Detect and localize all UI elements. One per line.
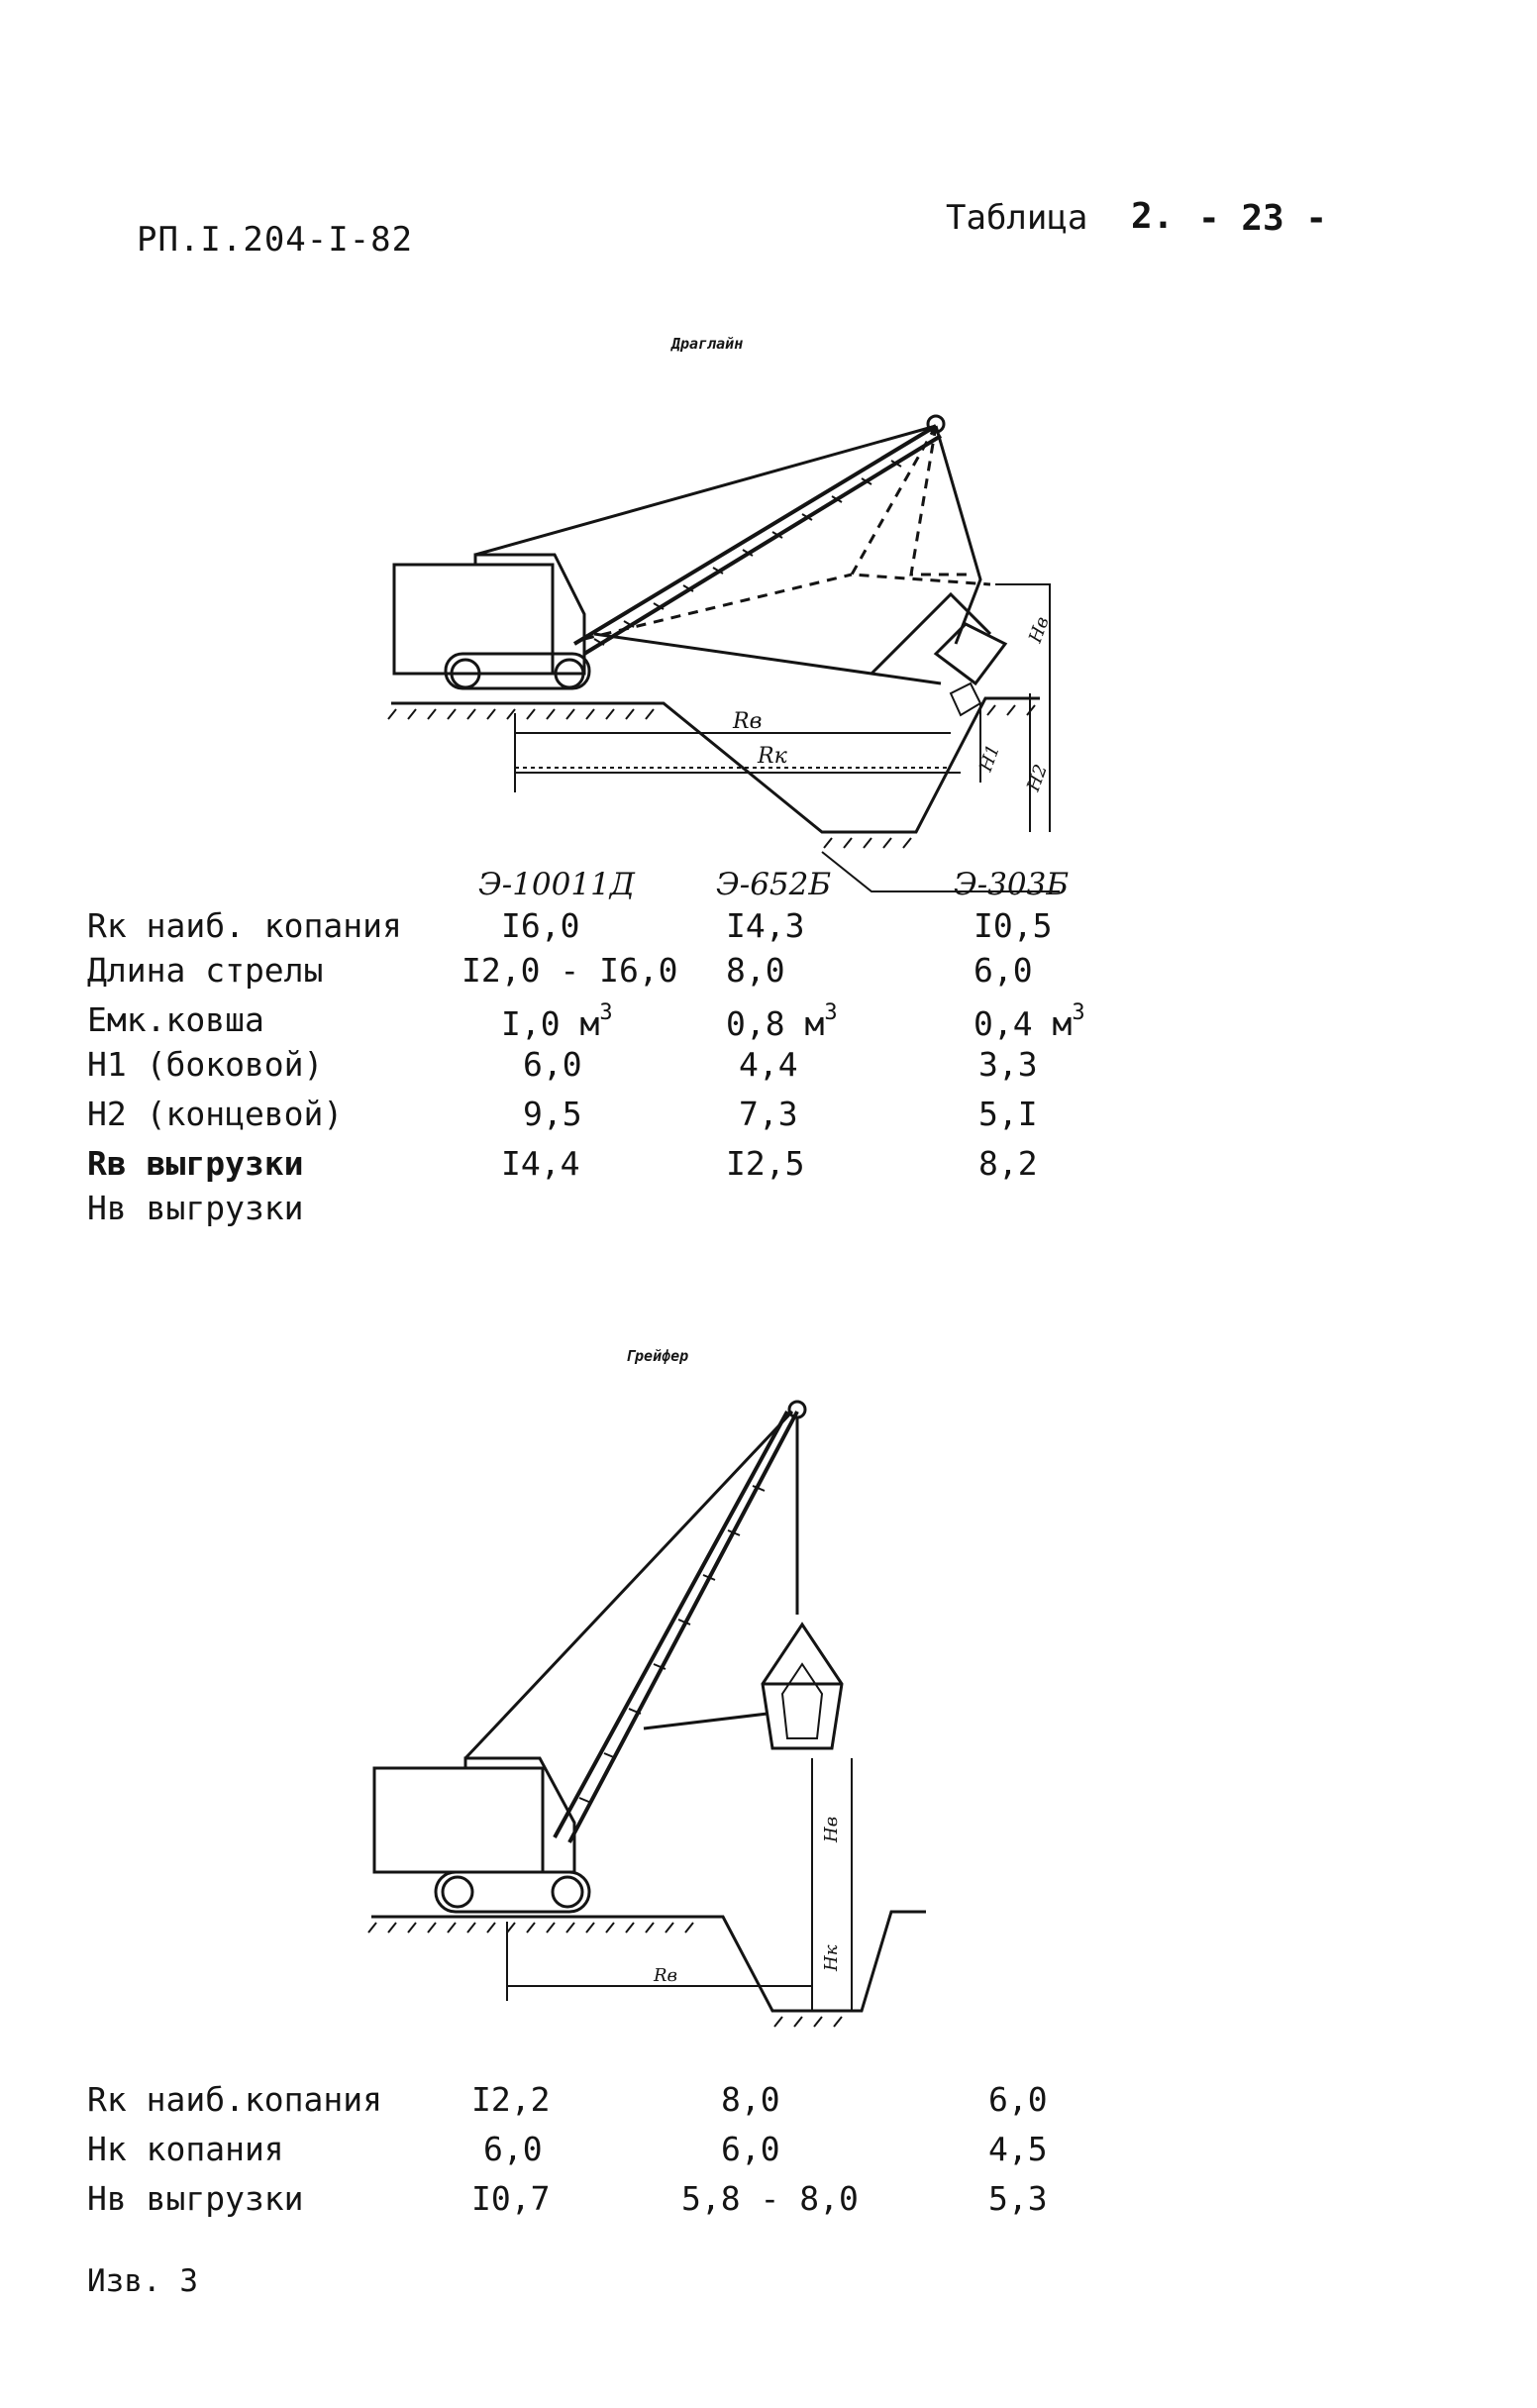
cell: 8,0 <box>726 951 785 990</box>
cell: I2,0 - I6,0 <box>461 951 678 990</box>
row-label: Rв выгрузки <box>87 1144 304 1183</box>
cell: 8,0 <box>721 2080 780 2119</box>
cell: I6,0 <box>501 906 580 945</box>
edition-note: Изв. 3 <box>87 2263 198 2299</box>
unit-superscript: 3 <box>1072 1000 1085 1025</box>
row-label: Hв выгрузки <box>87 2179 304 2218</box>
row-label: Емк.ковша <box>87 1000 264 1039</box>
unit-superscript: 3 <box>599 1000 613 1025</box>
dragline-label-rk: Rк <box>758 744 787 769</box>
table-label: Таблица <box>946 198 1088 238</box>
cell: I0,5 <box>973 906 1053 945</box>
cell: 5,3 <box>988 2179 1048 2218</box>
cell: 5,I <box>978 1095 1038 1133</box>
dragline-label-h2: H2 <box>1022 762 1052 794</box>
row-label: Hк копания <box>87 2130 284 2168</box>
grab-bucket <box>644 1416 842 1748</box>
grab-label-hk: Hк <box>821 1944 842 1971</box>
cell: 4,5 <box>988 2130 1048 2168</box>
cell: 9,5 <box>523 1095 582 1133</box>
model-3: Э-303Б <box>954 867 1070 902</box>
row-label: Длина стрелы <box>87 951 324 990</box>
grab-label-rv: Rв <box>654 1965 678 1986</box>
cell: I0,7 <box>471 2179 551 2218</box>
grab-boom <box>465 1402 805 1842</box>
cell: I,0 м <box>501 1004 600 1043</box>
cell: 8,2 <box>978 1144 1038 1183</box>
unit-superscript: 3 <box>824 1000 838 1025</box>
grab-title: Грейфер <box>626 1347 689 1365</box>
grab-label-hv: Hв <box>821 1816 842 1842</box>
cell: 6,0 <box>721 2130 780 2168</box>
cell: 6,0 <box>988 2080 1048 2119</box>
dragline-label-rv: Rв <box>733 709 763 734</box>
dragline-label-hv: Hв <box>1024 613 1054 646</box>
page-number: - 23 - <box>1198 198 1328 239</box>
row-label: Hв выгрузки <box>87 1189 304 1227</box>
grab-ground <box>368 1912 926 2027</box>
cell: 3,3 <box>978 1045 1038 1084</box>
cell: 4,4 <box>739 1045 798 1084</box>
cell: 0,4 м <box>973 1004 1073 1043</box>
cell: 6,0 <box>523 1045 582 1084</box>
cell: I4,3 <box>726 906 805 945</box>
cell: I4,4 <box>501 1144 580 1183</box>
cell: 6,0 <box>973 951 1033 990</box>
cell: I2,2 <box>471 2080 551 2119</box>
dragline-title: Драглайн <box>671 335 744 353</box>
cell: 6,0 <box>483 2130 543 2168</box>
cell: 5,8 - 8,0 <box>681 2179 859 2218</box>
row-label: Rк наиб.копания <box>87 2080 383 2119</box>
cell: I2,5 <box>726 1144 805 1183</box>
dragline-label-h1: H1 <box>974 742 1004 775</box>
model-2: Э-652Б <box>716 867 832 902</box>
model-1: Э-10011Д <box>478 867 636 902</box>
row-label: H1 (боковой) <box>87 1045 324 1084</box>
document-code: РП.I.204-I-82 <box>137 220 414 260</box>
cell: 0,8 м <box>726 1004 825 1043</box>
cell: 7,3 <box>739 1095 798 1133</box>
row-label: H2 (концевой) <box>87 1095 344 1133</box>
table-number: 2. <box>1131 196 1175 237</box>
row-label: Rк наиб. копания <box>87 906 402 945</box>
